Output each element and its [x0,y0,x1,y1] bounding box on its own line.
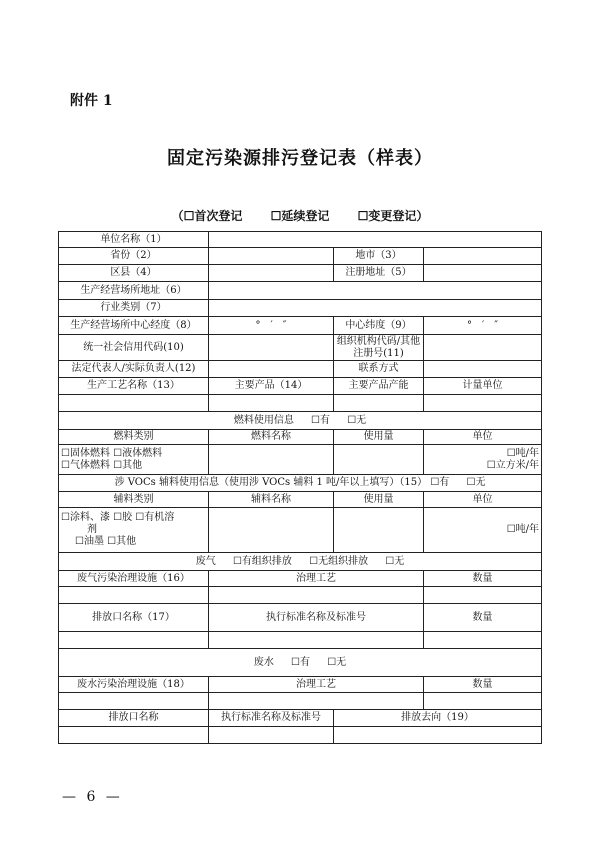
site-address-label: 生产经营场所地址（6） [59,282,209,300]
table-row [59,727,542,744]
table-row [59,475,542,492]
table-row [59,492,542,508]
water-yes-checkbox[interactable]: ☐有 [291,656,311,668]
table-row [59,604,542,632]
gas-process-header: 治理工艺 [209,571,424,587]
page-number: — 6 — [62,789,123,805]
fuel-yes-checkbox[interactable]: ☐有 [311,414,331,426]
gas-quantity-header: 数量 [424,571,542,587]
org-code-label: 组织机构代码/其他注册号(11) [334,335,424,361]
gas-quantity2-header: 数量 [424,604,542,632]
table-row [59,395,542,412]
water-process-header: 治理工艺 [209,677,424,693]
voc-usage-field[interactable] [334,508,424,553]
table-row [59,553,542,571]
fuel-category-line-1[interactable]: ☐固体燃料 ☐液体燃料 [61,447,163,459]
table-row [59,232,542,248]
table-row [59,445,542,475]
table-row [59,508,542,553]
table-row [59,693,542,710]
water-facility-header: 废水污染治理设施（18） [59,677,209,693]
table-row [59,265,542,282]
credit-code-field[interactable] [209,335,334,361]
voc-yes-checkbox[interactable]: ☐有 [430,477,450,488]
water-standard-field[interactable] [209,727,334,744]
table-row [59,300,542,317]
gas-outlet-header: 排放口名称（17） [59,604,209,632]
city-field[interactable] [424,248,542,265]
table-row [59,632,542,649]
industry-label: 行业类别（7） [59,300,209,317]
table-row [59,587,542,604]
main-product-field[interactable] [209,395,334,412]
voc-unit-option[interactable]: ☐吨/年 [424,508,542,553]
gas-label: 废气 [195,555,216,567]
table-row [59,571,542,587]
credit-code-label: 统一社会信用代码(10) [59,335,209,361]
water-standard-header: 执行标准名称及标准号 [209,710,334,727]
gas-process-field[interactable] [209,587,424,604]
registration-type-row [0,207,600,224]
voc-category-line-2: 剂 [87,524,97,535]
longitude-field[interactable]: ° ′ ″ [209,317,334,335]
table-row [59,710,542,727]
water-direction-header: 排放去向（19） [334,710,542,727]
contact-field[interactable] [424,361,542,378]
water-outlet-field[interactable] [59,727,209,744]
county-label: 区县（4） [59,265,209,282]
water-facility-field[interactable] [59,693,209,710]
gas-standard-header: 执行标准名称及标准号 [209,604,424,632]
voc-usage-header: 使用量 [334,492,424,508]
gas-outlet-field[interactable] [59,632,209,649]
table-row [59,649,542,677]
voc-category-options[interactable] [59,508,209,553]
voc-name-field[interactable] [209,508,334,553]
first-registration-checkbox[interactable]: （☐首次登记 [171,209,243,223]
table-row [59,378,542,395]
gas-facility-header: 废气污染治理设施（16） [59,571,209,587]
process-name-field[interactable] [59,395,209,412]
gas-facility-field[interactable] [59,587,209,604]
main-product-header: 主要产品（14） [209,378,334,395]
table-row [59,282,542,300]
latitude-field[interactable]: ° ′ ″ [424,317,542,335]
table-row [59,335,542,361]
legal-rep-field[interactable] [209,361,334,378]
latitude-label: 中心纬度（9） [334,317,424,335]
industry-field[interactable] [209,300,542,317]
org-code-field[interactable] [424,335,542,361]
fuel-info-label: 燃料使用信息 [233,414,294,426]
gas-organized-checkbox[interactable]: ☐有组织排放 [232,555,292,567]
water-no-checkbox[interactable]: ☐无 [327,656,347,668]
change-registration-checkbox[interactable]: ☐变更登记） [357,209,429,223]
city-label: 地市（3） [334,248,424,265]
fuel-category-line-2[interactable]: ☐气体燃料 ☐其他 [61,459,143,471]
fuel-unit-cubic[interactable]: ☐立方米/年 [486,459,540,471]
contact-label: 联系方式 [334,361,424,378]
site-address-field[interactable] [209,282,542,300]
unit-name-field[interactable] [209,232,542,248]
table-row [59,677,542,693]
water-quantity-field[interactable] [424,693,542,710]
voc-no-checkbox[interactable]: ☐无 [466,477,486,488]
capacity-field[interactable] [334,395,424,412]
voc-unit-header: 单位 [424,492,542,508]
voc-category-line-1[interactable]: ☐涂料、漆 ☐胶 ☐有机溶 [61,512,175,523]
gas-standard-field[interactable] [209,632,424,649]
voc-category-line-3[interactable]: ☐油墨 ☐其他 [75,536,137,547]
reg-address-field[interactable] [424,265,542,282]
gas-quantity2-field[interactable] [424,632,542,649]
table-row [59,317,542,335]
water-process-field[interactable] [209,693,424,710]
fuel-unit-ton[interactable]: ☐吨/年 [506,447,540,459]
registration-form-table [58,231,542,744]
voc-category-header: 辅料类别 [59,492,209,508]
voc-name-header: 辅料名称 [209,492,334,508]
fuel-unit-options[interactable] [424,445,542,475]
water-outlet-header: 排放口名称 [59,710,209,727]
gas-unorganized-checkbox[interactable]: ☐无组织排放 [309,555,369,567]
fuel-usage-field[interactable] [334,445,424,475]
province-field[interactable] [209,248,334,265]
renewal-registration-checkbox[interactable]: ☐延续登记 [270,209,330,223]
fuel-category-header: 燃料类别 [59,430,209,445]
fuel-name-field[interactable] [209,445,334,475]
water-quantity-header: 数量 [424,677,542,693]
table-row [59,361,542,378]
attachment-label: 附件 1 [70,93,113,109]
table-row [59,430,542,445]
fuel-unit-header: 单位 [424,430,542,445]
water-label: 废水 [253,656,274,668]
fuel-name-header: 燃料名称 [209,430,334,445]
province-label: 省份（2） [59,248,209,265]
unit-name-label: 单位名称（1） [59,232,209,248]
voc-info-label: 涉 VOCs 辅料使用信息（使用涉 VOCs 辅料 1 吨/年以上填写）（15） [114,477,428,488]
water-info-row [59,649,542,677]
gas-info-row [59,553,542,571]
unit-measure-header: 计量单位 [424,378,542,395]
unit-measure-field[interactable] [424,395,542,412]
fuel-no-checkbox[interactable]: ☐无 [347,414,367,426]
table-row [59,412,542,430]
gas-quantity-field[interactable] [424,587,542,604]
longitude-label: 生产经营场所中心经度（8） [59,317,209,335]
reg-address-label: 注册地址（5） [334,265,424,282]
water-direction-field[interactable] [334,727,542,744]
process-name-header: 生产工艺名称（13） [59,378,209,395]
county-field[interactable] [209,265,334,282]
fuel-category-options[interactable] [59,445,209,475]
legal-rep-label: 法定代表人/实际负责人(12) [59,361,209,378]
form-title: 固定污染源排污登记表（样表） [167,148,433,169]
fuel-usage-header: 使用量 [334,430,424,445]
table-row [59,248,542,265]
capacity-header: 主要产品产能 [334,378,424,395]
gas-none-checkbox[interactable]: ☐无 [385,555,405,567]
voc-info-row [59,475,542,492]
fuel-info-row [59,412,542,430]
